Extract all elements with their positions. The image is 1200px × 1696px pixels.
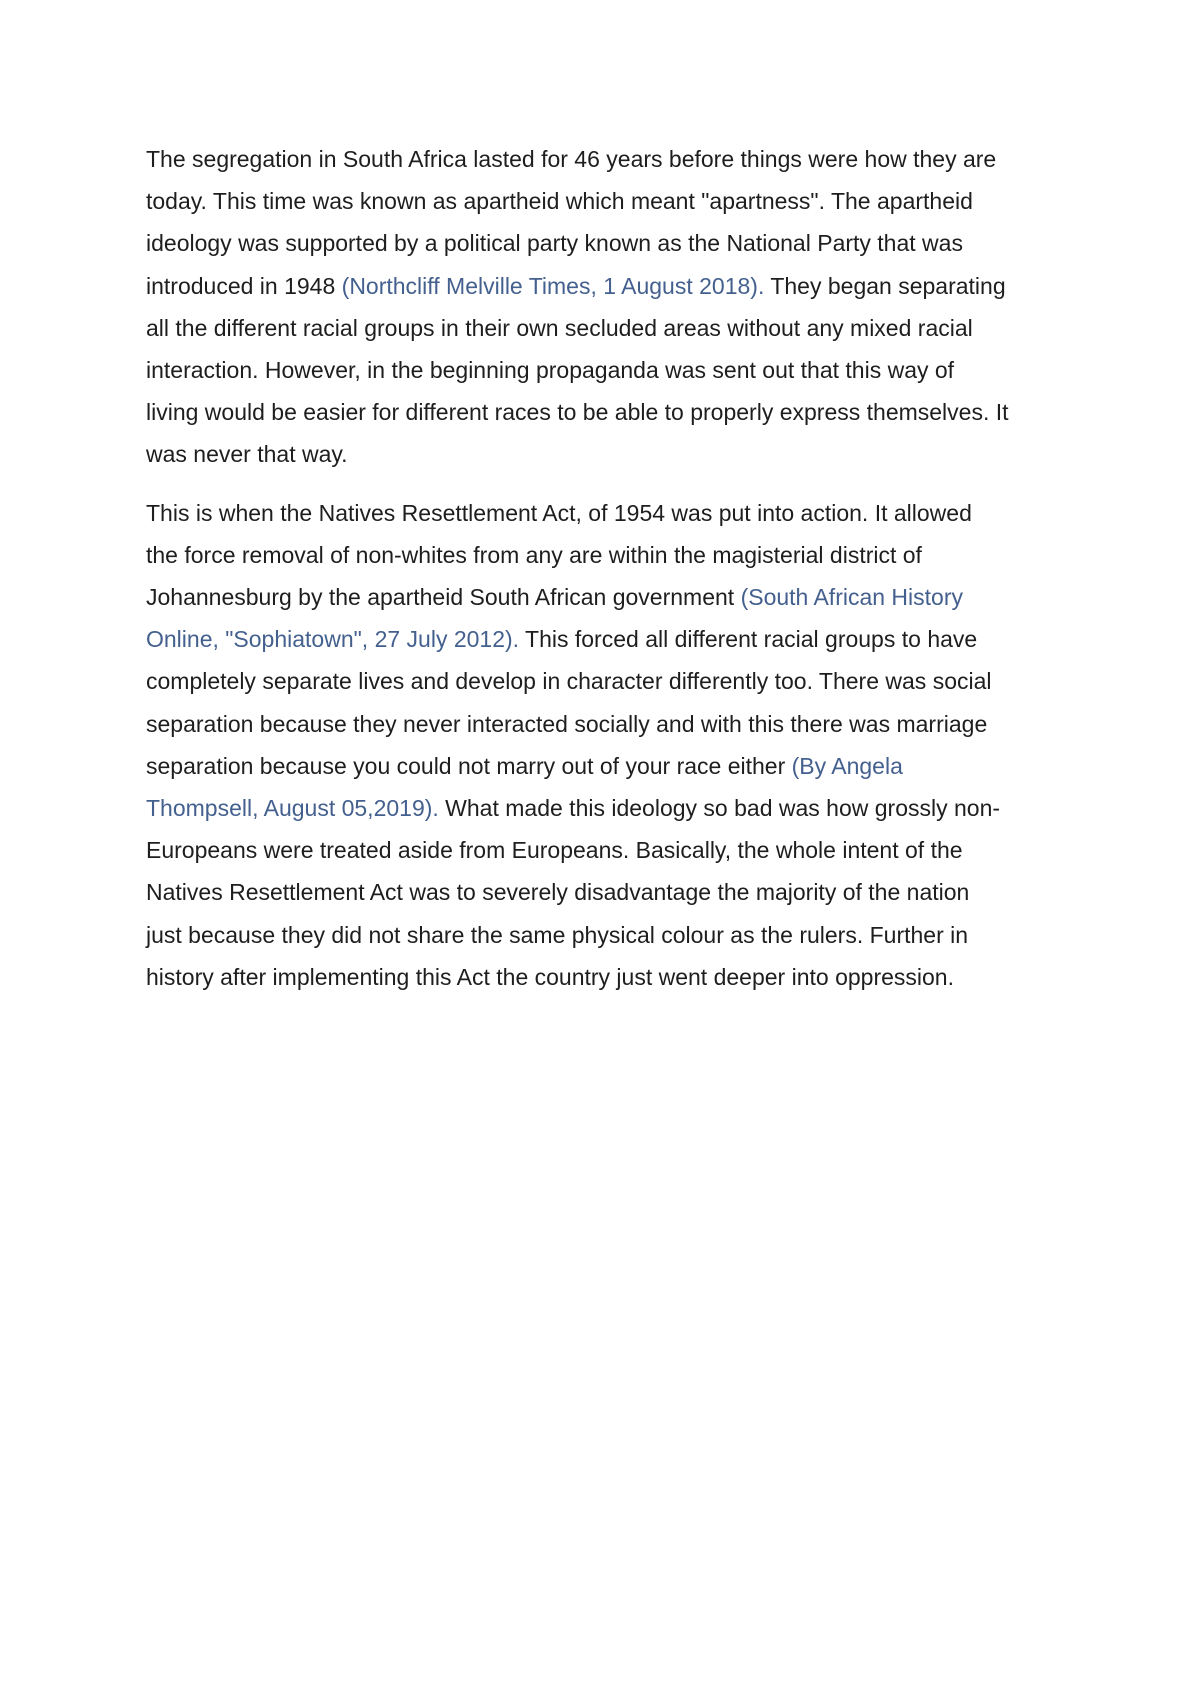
text-line <box>146 576 1076 618</box>
text-line <box>146 307 1076 349</box>
text-segment: Johannesburg by the apartheid South African government <box>146 584 741 611</box>
text-line <box>146 534 1076 576</box>
text-line <box>146 871 1076 913</box>
text-line <box>146 787 1076 829</box>
text-segment: Natives Resettlement Act was to severely disadvantage the majority of the nation <box>146 879 970 906</box>
text-segment: introduced in 1948 <box>146 272 342 299</box>
citation: (By Angela <box>791 752 903 779</box>
text-segment: just because they did not share the same physical colour as the rulers. Further in <box>146 921 969 948</box>
text-segment: history after implementing this Act the country just went deeper into oppression. <box>146 963 954 990</box>
text-segment: Europeans were treated aside from Europeans. Basically, the whole intent of the <box>146 837 963 864</box>
citation: (Northcliff Melville Times, 1 August 2018). <box>341 272 765 299</box>
text-line <box>146 265 1076 307</box>
text-line <box>146 180 1076 222</box>
text-line <box>146 433 1076 475</box>
text-segment: They began separating <box>764 272 1006 299</box>
text-line <box>146 829 1076 871</box>
text-segment: What made this ideology so bad was how grossly non- <box>438 795 1001 822</box>
citation: (South African History <box>740 584 963 611</box>
text-segment: This is when the Natives Resettlement Act, of 1954 was put into action. It allowed <box>146 499 972 526</box>
text-segment: all the different racial groups in their own secluded areas without any mixed racial <box>146 314 973 341</box>
text-line <box>146 660 1076 702</box>
paragraph-1 <box>146 138 1076 476</box>
text-segment: living would be easier for different races to be able to properly express themselves. It <box>146 399 1009 426</box>
text-line <box>146 745 1076 787</box>
document-body <box>146 138 1076 998</box>
text-segment: The segregation in South Africa lasted for 46 years before things were how they are <box>146 146 997 172</box>
paragraph-2 <box>146 492 1076 998</box>
text-line <box>146 492 1076 534</box>
text-segment: today. This time was known as apartheid which meant "apartness". The apartheid <box>146 188 973 215</box>
text-segment: was never that way. <box>146 441 348 468</box>
text-segment: separation because they never interacted socially and with this there was marriage <box>146 710 988 737</box>
citation: Online, "Sophiatown", 27 July 2012). <box>146 626 520 653</box>
text-segment: separation because you could not marry out of your race either <box>146 752 792 779</box>
text-segment: interaction. However, in the beginning propaganda was sent out that this way of <box>146 357 955 384</box>
text-segment: completely separate lives and develop in character differently too. There was social <box>146 668 992 695</box>
text-line <box>146 914 1076 956</box>
text-line <box>146 391 1076 433</box>
text-segment: the force removal of non-whites from any are within the magisterial district of <box>146 541 922 568</box>
text-line <box>146 956 1076 998</box>
text-line <box>146 138 1076 180</box>
text-segment: ideology was supported by a political party known as the National Party that was <box>146 230 963 257</box>
text-segment: This forced all different racial groups to have <box>519 626 978 653</box>
text-line <box>146 703 1076 745</box>
citation: Thompsell, August 05,2019). <box>146 795 439 822</box>
text-line <box>146 618 1076 660</box>
text-line <box>146 349 1076 391</box>
text-line <box>146 222 1076 264</box>
